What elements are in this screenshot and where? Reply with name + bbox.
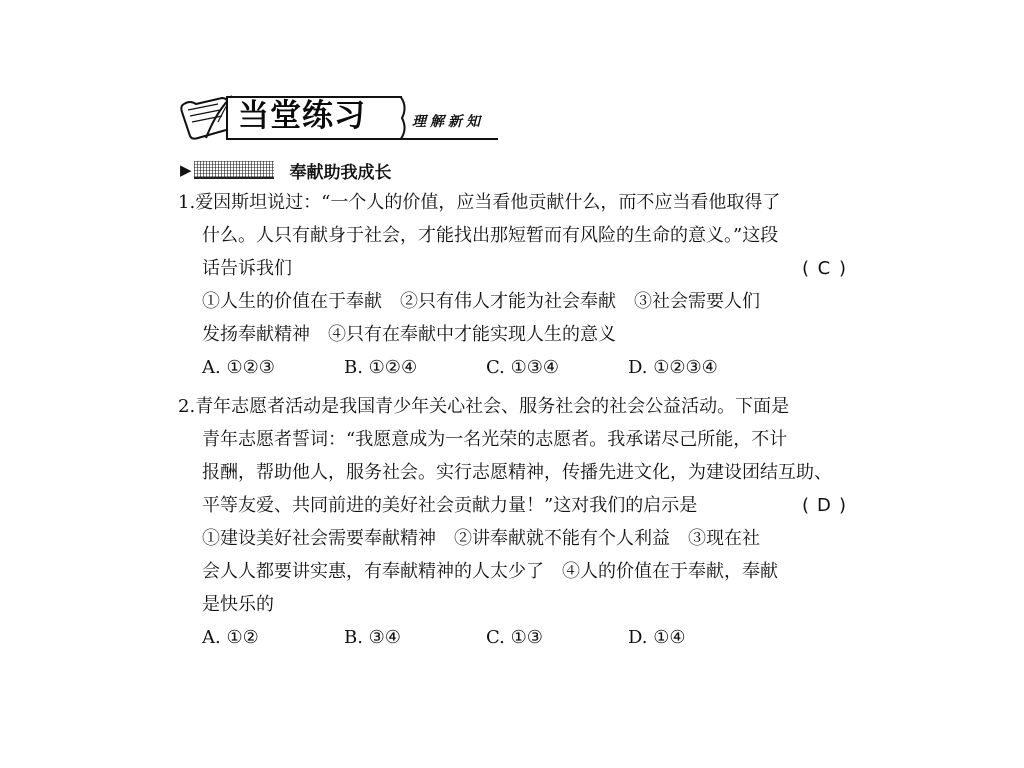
option-d[interactable]: D. ①②③④ [628,357,718,378]
answer-letter: D [817,495,831,516]
option-b[interactable]: B. ③④ [344,627,401,648]
statement-line: ①建设美好社会需要奉献精神 ②讲奉献就不能有个人利益 ③现在社 [202,528,760,549]
page-subtitle: 理解新知 [412,114,484,130]
statement-line: ①人生的价值在于奉献 ②只有伟人才能为社会奉献 ③社会需要人们 [202,291,760,312]
options-row [178,351,858,384]
answer-letter: C [817,258,831,279]
option-b[interactable]: B. ①②④ [344,357,418,378]
statement-line: 是快乐的 [202,594,274,615]
question-stem-line: 报酬，帮助他人，服务社会。实行志愿精神，传播先进文化，为建设团结互助、 [202,462,832,483]
answer-bracket: ( C ) [802,252,846,285]
question-number: 1. [178,192,196,213]
question-stem-line: 1.爱因斯坦说过：“一个人的价值，应当看他贡献什么，而不应当看他取得了 [178,192,781,213]
option-a[interactable]: A. ①② [202,627,259,648]
section-topic: 奉献助我成长 [289,162,392,183]
question-stem-line: 2.青年志愿者活动是我国青少年关心社会、服务社会的社会公益活动。下面是 [178,396,790,417]
option-c[interactable]: C. ①③④ [486,357,559,378]
question-2 [178,390,858,654]
option-c[interactable]: C. ①③ [486,627,543,648]
answer-bracket: ( D ) [802,489,846,522]
page-title: 当堂练习 [238,98,366,134]
question-stem-line: 什么。人只有献身于社会，才能找出那短暂而有风险的生命的意义。”这段 [202,225,779,246]
section-heading [180,158,392,182]
section-banner [176,92,498,144]
question-1 [178,186,858,384]
question-stem-line: 青年志愿者誓词：“我愿意成为一名光荣的志愿者。我承诺尽己所能，不计 [202,429,788,450]
option-d[interactable]: D. ①④ [628,627,686,648]
question-stem-line: 平等友爱、共同前进的美好社会贡献力量！”这对我们的启示是 ( D ) [178,489,858,522]
question-number: 2. [178,396,196,417]
question-stem-line: 话告诉我们 ( C ) [178,252,858,285]
statement-line: 发扬奉献精神 ④只有在奉献中才能实现人生的意义 [202,324,616,345]
triangle-marker-icon: ▶ [180,161,192,179]
banner-underline [226,138,498,140]
option-a[interactable]: A. ①②③ [202,357,275,378]
options-row [178,621,858,654]
knowledge-point-label [194,161,274,179]
bracket-icon [398,96,412,140]
statement-line: 会人人都要讲实惠，有奉献精神的人太少了 ④人的价值在于奉献，奉献 [202,561,778,582]
